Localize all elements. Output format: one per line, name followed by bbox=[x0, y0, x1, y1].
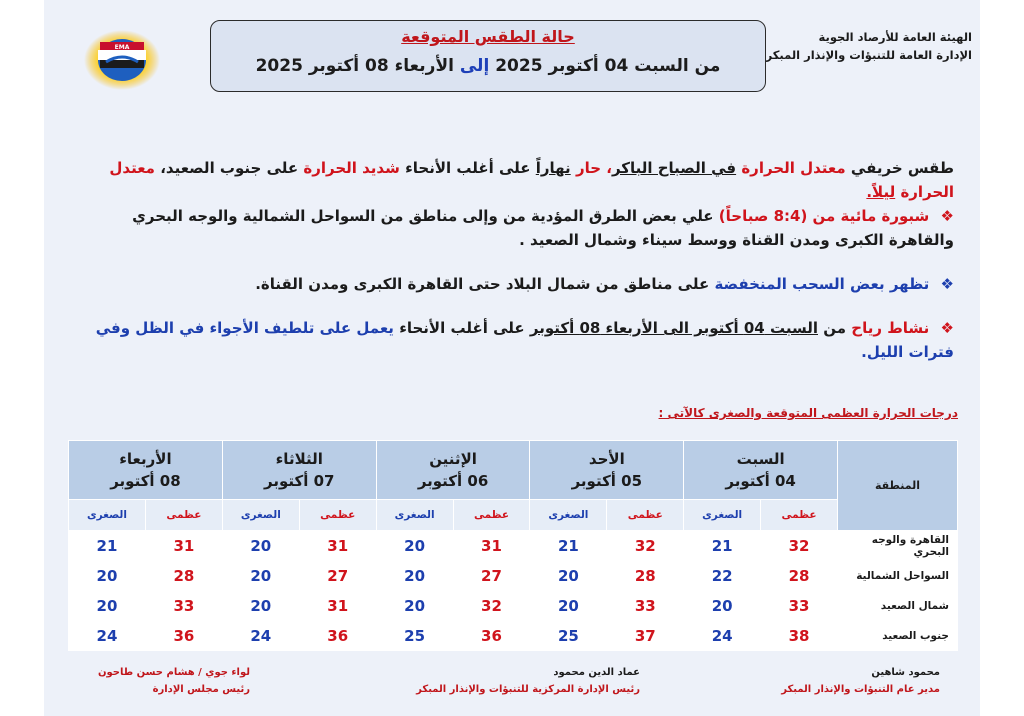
max-temp: 28 bbox=[145, 561, 222, 591]
max-temp: 28 bbox=[607, 561, 684, 591]
min-temp: 20 bbox=[376, 531, 453, 561]
max-temp: 36 bbox=[453, 621, 530, 651]
max-temp: 31 bbox=[453, 531, 530, 561]
max-temp: 36 bbox=[145, 621, 222, 651]
max-temp: 27 bbox=[299, 561, 376, 591]
day-header: الإثنين 06 أكتوبر bbox=[376, 441, 530, 500]
min-temp: 20 bbox=[222, 561, 299, 591]
max-label: عظمى bbox=[607, 500, 684, 531]
organization-header bbox=[752, 28, 972, 64]
max-temp: 38 bbox=[761, 621, 838, 651]
signature-director: محمود شاهين مدير عام التنبؤات والإنذار المبكر bbox=[781, 667, 940, 695]
min-temp: 20 bbox=[684, 591, 761, 621]
table-caption: درجات الحرارة العظمى المتوقعة والصغرى كالآتى : bbox=[658, 406, 958, 420]
org-department: الإدارة العامة للتنبؤات والإنذار المبكر bbox=[765, 48, 972, 62]
org-name: الهيئة العامة للأرصاد الجوية bbox=[818, 30, 972, 44]
temperature-table bbox=[68, 440, 958, 651]
min-temp: 20 bbox=[69, 561, 146, 591]
max-temp: 31 bbox=[145, 531, 222, 561]
date-range bbox=[211, 56, 765, 76]
min-temp: 24 bbox=[69, 621, 146, 651]
signature-chairman: لواء جوي / هشام حسن طاحون رئيس مجلس الإدارة bbox=[97, 667, 250, 695]
min-temp: 20 bbox=[222, 531, 299, 561]
forecast-page bbox=[44, 0, 980, 716]
ema-logo-icon bbox=[82, 28, 162, 92]
bullet-winds: ❖ نشاط رياح من السبت 04 أكتوبر الى الأربعاء 08 أكتوبر على أغلب الأنحاء يعمل على تلطيف الأجواء في الظل وفي فترات الليل. bbox=[95, 319, 954, 361]
signature-central-admin: عماد الدين محمود رئيس الإدارة المركزية للتنبؤات والإنذار المبكر bbox=[416, 667, 640, 695]
table-row bbox=[69, 591, 958, 621]
max-label: عظمى bbox=[761, 500, 838, 531]
max-temp: 31 bbox=[299, 591, 376, 621]
max-temp: 27 bbox=[453, 561, 530, 591]
min-temp: 21 bbox=[530, 531, 607, 561]
region-name: السواحل الشمالية bbox=[838, 561, 958, 591]
min-label: الصغرى bbox=[222, 500, 299, 531]
date-to-word: إلى bbox=[459, 56, 490, 76]
page-title: حالة الطقس المتوقعة bbox=[401, 27, 575, 46]
min-temp: 21 bbox=[69, 531, 146, 561]
min-temp: 20 bbox=[376, 591, 453, 621]
min-label: الصغرى bbox=[684, 500, 761, 531]
region-name: القاهرة والوجه البحري bbox=[838, 531, 958, 561]
min-label: الصغرى bbox=[69, 500, 146, 531]
max-temp: 37 bbox=[607, 621, 684, 651]
date-from: من السبت 04 أكتوبر 2025 bbox=[495, 56, 721, 76]
min-temp: 20 bbox=[222, 591, 299, 621]
min-temp: 24 bbox=[684, 621, 761, 651]
max-temp: 33 bbox=[761, 591, 838, 621]
min-temp: 20 bbox=[530, 561, 607, 591]
table-row bbox=[69, 561, 958, 591]
region-name: جنوب الصعيد bbox=[838, 621, 958, 651]
min-temp: 22 bbox=[684, 561, 761, 591]
min-temp: 25 bbox=[376, 621, 453, 651]
max-temp: 32 bbox=[607, 531, 684, 561]
region-name: شمال الصعيد bbox=[838, 591, 958, 621]
title-box bbox=[210, 20, 766, 92]
bullet-clouds: ❖ تظهر بعض السحب المنخفضة على مناطق من شمال البلاد حتى القاهرة الكبرى ومدن القناة. bbox=[255, 275, 954, 293]
max-temp: 32 bbox=[453, 591, 530, 621]
min-temp: 20 bbox=[376, 561, 453, 591]
table-row bbox=[69, 621, 958, 651]
date-to: الأربعاء 08 أكتوبر 2025 bbox=[255, 56, 454, 76]
bullet-icon: ❖ bbox=[940, 319, 954, 337]
day-header: الثلاثاء 07 أكتوبر bbox=[222, 441, 376, 500]
table-row bbox=[69, 531, 958, 561]
region-header: المنطقة bbox=[838, 441, 958, 531]
max-label: عظمى bbox=[453, 500, 530, 531]
min-temp: 20 bbox=[69, 591, 146, 621]
max-temp: 36 bbox=[299, 621, 376, 651]
max-temp: 31 bbox=[299, 531, 376, 561]
min-label: الصغرى bbox=[376, 500, 453, 531]
max-label: عظمى bbox=[145, 500, 222, 531]
min-temp: 25 bbox=[530, 621, 607, 651]
bullet-icon: ❖ bbox=[940, 207, 954, 225]
max-temp: 33 bbox=[607, 591, 684, 621]
max-label: عظمى bbox=[299, 500, 376, 531]
min-temp: 20 bbox=[530, 591, 607, 621]
day-header: الأربعاء 08 أكتوبر bbox=[69, 441, 223, 500]
min-temp: 24 bbox=[222, 621, 299, 651]
min-label: الصغرى bbox=[530, 500, 607, 531]
svg-text:EMA: EMA bbox=[114, 44, 130, 51]
day-header: الأحد 05 أكتوبر bbox=[530, 441, 684, 500]
max-temp: 32 bbox=[761, 531, 838, 561]
max-temp: 28 bbox=[761, 561, 838, 591]
day-header: السبت 04 أكتوبر bbox=[684, 441, 838, 500]
max-temp: 33 bbox=[145, 591, 222, 621]
bullet-fog: ❖ شبورة مائية من (8:4 صباحاً) علي بعض الطرق المؤدية من وإلى مناطق من السواحل الشمالية والوجه البحري والقاهرة الكبرى ومدن القناة ووسط سيناء وشمال الصعيد . bbox=[132, 207, 954, 249]
intro-paragraph: طقس خريفي معتدل الحرارة في الصباح الباكر، حار نهاراً على أغلب الأنحاء شديد الحرارة على جنوب الصعيد، معتدل الحرارة ليلاً. bbox=[109, 159, 954, 201]
bullet-icon: ❖ bbox=[940, 275, 954, 293]
min-temp: 21 bbox=[684, 531, 761, 561]
